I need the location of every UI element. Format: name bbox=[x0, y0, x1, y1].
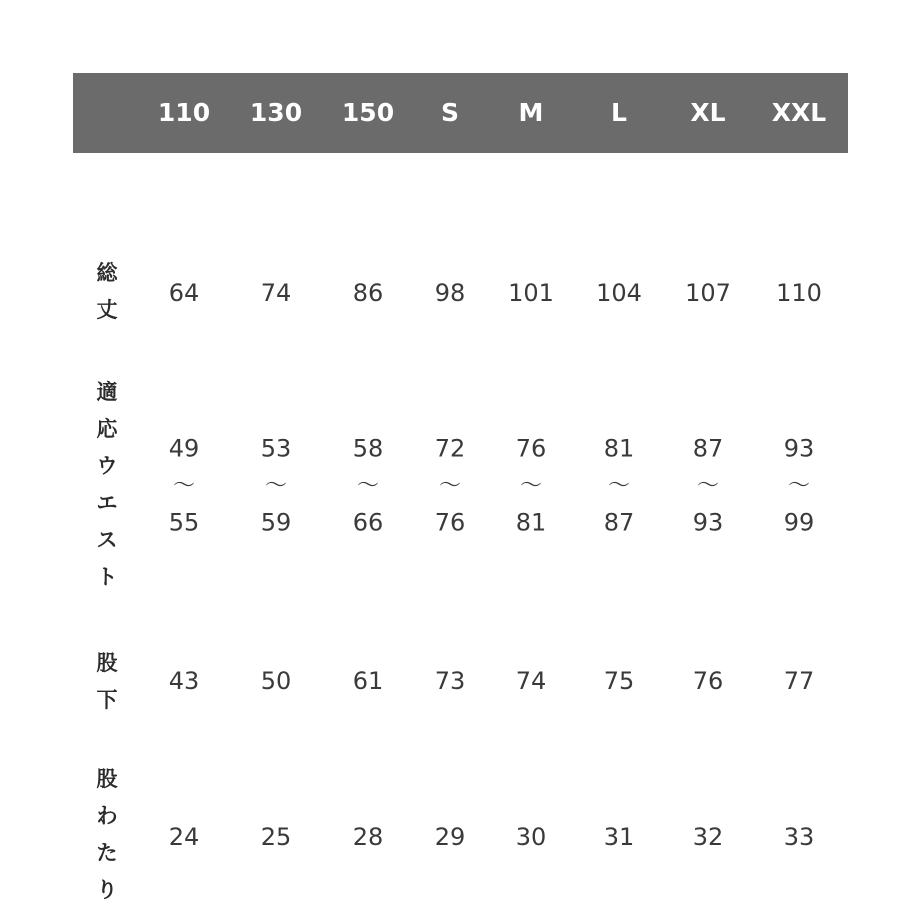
range-separator: ～ bbox=[787, 473, 811, 499]
length-value-m: 101 bbox=[508, 279, 554, 307]
waist-min: 76 bbox=[515, 434, 547, 463]
inseam-value-150: 61 bbox=[352, 667, 384, 695]
label-char: り bbox=[96, 878, 118, 902]
inseam-value-m: 74 bbox=[515, 667, 547, 695]
waist-min: 58 bbox=[352, 434, 384, 463]
waist-range-110 bbox=[169, 431, 200, 542]
size-header-s: S bbox=[440, 98, 460, 127]
waist-max: 81 bbox=[515, 508, 547, 537]
waist-range-m bbox=[516, 431, 547, 542]
waist-min: 49 bbox=[168, 434, 200, 463]
range-separator: ～ bbox=[172, 473, 196, 499]
waist-max: 59 bbox=[260, 508, 292, 537]
waist-range-s bbox=[435, 431, 466, 542]
label-char: た bbox=[96, 841, 118, 865]
thigh-value-xxl: 33 bbox=[783, 823, 815, 851]
label-char: わ bbox=[96, 804, 118, 828]
range-separator: ～ bbox=[519, 473, 543, 499]
inseam-value-130: 50 bbox=[260, 667, 292, 695]
label-char: 適 bbox=[96, 380, 118, 404]
waist-range-xl bbox=[693, 431, 724, 542]
row-label-thigh-width bbox=[87, 761, 127, 909]
inseam-value-s: 73 bbox=[434, 667, 466, 695]
inseam-value-xl: 76 bbox=[692, 667, 724, 695]
size-header-130: 130 bbox=[249, 98, 303, 127]
waist-min: 87 bbox=[692, 434, 724, 463]
range-separator: ～ bbox=[607, 473, 631, 499]
length-value-xl: 107 bbox=[685, 279, 731, 307]
label-char: 応 bbox=[96, 417, 118, 441]
length-value-l: 104 bbox=[596, 279, 642, 307]
thigh-value-110: 24 bbox=[168, 823, 200, 851]
label-char: エ bbox=[96, 491, 118, 515]
waist-min: 93 bbox=[783, 434, 815, 463]
waist-range-xxl bbox=[784, 431, 815, 542]
inseam-value-xxl: 77 bbox=[783, 667, 815, 695]
thigh-value-s: 29 bbox=[434, 823, 466, 851]
size-header-xxl: XXL bbox=[771, 98, 827, 127]
label-char: ト bbox=[96, 565, 118, 589]
waist-max: 66 bbox=[352, 508, 384, 537]
waist-max: 93 bbox=[692, 508, 724, 537]
row-label-waist bbox=[87, 373, 127, 597]
range-separator: ～ bbox=[696, 473, 720, 499]
length-value-s: 98 bbox=[434, 279, 466, 307]
waist-max: 76 bbox=[434, 508, 466, 537]
range-separator: ～ bbox=[264, 473, 288, 499]
size-header-row bbox=[73, 73, 848, 153]
waist-min: 81 bbox=[603, 434, 635, 463]
range-separator: ～ bbox=[438, 473, 462, 499]
inseam-value-110: 43 bbox=[168, 667, 200, 695]
thigh-value-150: 28 bbox=[352, 823, 384, 851]
waist-min: 53 bbox=[260, 434, 292, 463]
size-header-150: 150 bbox=[341, 98, 395, 127]
waist-max: 55 bbox=[168, 508, 200, 537]
length-value-xxl: 110 bbox=[776, 279, 822, 307]
range-separator: ～ bbox=[356, 473, 380, 499]
length-value-110: 64 bbox=[168, 279, 200, 307]
waist-max: 99 bbox=[783, 508, 815, 537]
label-char: 股 bbox=[96, 767, 118, 791]
thigh-value-xl: 32 bbox=[692, 823, 724, 851]
label-char: 丈 bbox=[96, 298, 118, 322]
size-header-l: L bbox=[611, 98, 627, 127]
label-char: 下 bbox=[96, 688, 118, 712]
label-char: ス bbox=[96, 528, 118, 552]
size-header-xl: XL bbox=[690, 98, 726, 127]
row-label-total-length bbox=[87, 253, 127, 331]
row-label-inseam bbox=[87, 643, 127, 721]
inseam-value-l: 75 bbox=[603, 667, 635, 695]
waist-range-l bbox=[604, 431, 635, 542]
waist-range-130 bbox=[261, 431, 292, 542]
size-chart-table bbox=[73, 73, 848, 902]
size-header-110: 110 bbox=[157, 98, 211, 127]
waist-max: 87 bbox=[603, 508, 635, 537]
length-value-150: 86 bbox=[352, 279, 384, 307]
waist-range-150 bbox=[353, 431, 384, 542]
label-char: 総 bbox=[96, 261, 118, 285]
thigh-value-l: 31 bbox=[603, 823, 635, 851]
thigh-value-m: 30 bbox=[515, 823, 547, 851]
length-value-130: 74 bbox=[260, 279, 292, 307]
size-header-m: M bbox=[518, 98, 544, 127]
label-char: ウ bbox=[96, 454, 118, 478]
waist-min: 72 bbox=[434, 434, 466, 463]
thigh-value-130: 25 bbox=[260, 823, 292, 851]
label-char: 股 bbox=[96, 651, 118, 675]
